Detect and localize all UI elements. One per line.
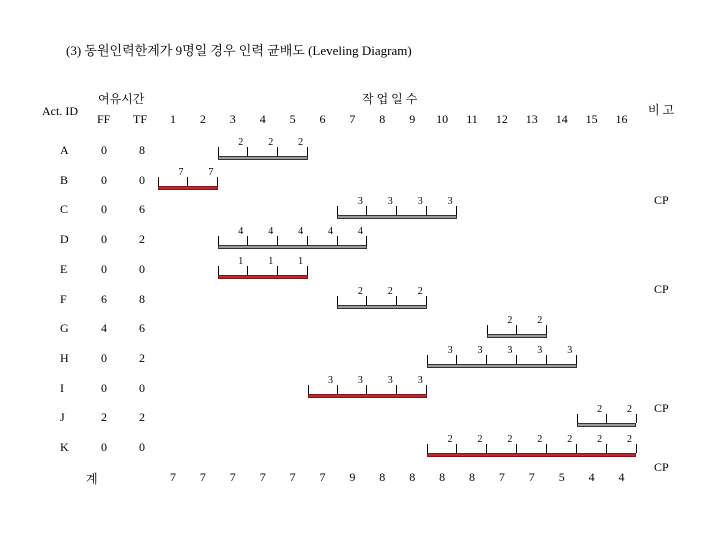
resource-label: 2 bbox=[447, 434, 453, 445]
day-divider-tick bbox=[516, 444, 517, 453]
day-divider-tick bbox=[247, 147, 248, 156]
day-divider-tick bbox=[636, 414, 637, 423]
day-divider-tick bbox=[337, 385, 338, 394]
day-header-12: 12 bbox=[495, 112, 508, 126]
day-divider-tick bbox=[546, 325, 547, 334]
activity-id: B bbox=[60, 172, 69, 187]
critical-activity-bar bbox=[308, 394, 428, 398]
resource-label: 2 bbox=[238, 137, 244, 148]
day-divider-tick bbox=[307, 236, 308, 245]
day-divider-tick bbox=[217, 177, 218, 186]
day-divider-tick bbox=[426, 206, 427, 215]
ff-value: 2 bbox=[101, 410, 107, 425]
resource-label: 2 bbox=[627, 434, 632, 445]
resource-label: 7 bbox=[178, 166, 184, 178]
day-header-9: 9 bbox=[409, 112, 416, 126]
daily-total: 8 bbox=[409, 470, 416, 484]
resource-label: 7 bbox=[208, 166, 214, 178]
day-divider-tick bbox=[218, 147, 219, 156]
day-divider-tick bbox=[427, 444, 428, 453]
day-divider-tick bbox=[486, 355, 487, 364]
tf-value: 0 bbox=[139, 440, 145, 454]
day-header-4: 4 bbox=[259, 112, 266, 126]
resource-label: 2 bbox=[477, 434, 483, 445]
day-divider-tick bbox=[247, 266, 248, 275]
day-divider-tick bbox=[158, 177, 159, 186]
day-header-7: 7 bbox=[349, 112, 356, 126]
day-divider-tick bbox=[366, 236, 367, 245]
activity-id: E bbox=[60, 261, 68, 276]
activity-bar bbox=[427, 364, 577, 368]
resource-label: 3 bbox=[537, 344, 543, 356]
day-divider-tick bbox=[396, 206, 397, 215]
ff-value: 0 bbox=[101, 350, 107, 365]
resource-label: 2 bbox=[627, 404, 632, 416]
activity-bar bbox=[577, 423, 637, 427]
daily-total: 7 bbox=[199, 470, 206, 484]
resource-label: 3 bbox=[328, 374, 333, 386]
tf-value: 8 bbox=[139, 143, 145, 157]
day-divider-tick bbox=[546, 444, 547, 453]
resource-label: 2 bbox=[507, 315, 513, 327]
resource-label: 2 bbox=[298, 137, 304, 148]
resource-label: 3 bbox=[507, 344, 513, 356]
day-divider-tick bbox=[396, 385, 397, 394]
resource-label: 4 bbox=[328, 226, 333, 238]
day-header-15: 15 bbox=[585, 112, 598, 126]
ff-value: 0 bbox=[101, 440, 107, 454]
resource-label: 2 bbox=[597, 434, 603, 445]
activity-id: I bbox=[60, 380, 64, 395]
day-header-1: 1 bbox=[170, 112, 176, 126]
header-days-group: 작 업 일 수 bbox=[362, 92, 418, 106]
activity-bar bbox=[218, 156, 308, 160]
ff-value: 6 bbox=[101, 291, 107, 306]
day-divider-tick bbox=[456, 444, 457, 453]
daily-total: 7 bbox=[289, 470, 296, 484]
resource-label: 2 bbox=[268, 137, 274, 148]
day-divider-tick bbox=[516, 325, 517, 334]
ff-value: 0 bbox=[101, 172, 107, 187]
day-divider-tick bbox=[606, 414, 607, 423]
resource-label: 3 bbox=[447, 196, 453, 208]
day-divider-tick bbox=[456, 206, 457, 215]
resource-label: 3 bbox=[447, 344, 453, 356]
tf-value: 6 bbox=[139, 321, 145, 336]
daily-total: 4 bbox=[588, 470, 595, 484]
critical-activity-bar bbox=[158, 186, 218, 190]
tf-value: 2 bbox=[139, 410, 145, 425]
ff-value: 0 bbox=[101, 143, 107, 157]
daily-total: 8 bbox=[439, 470, 446, 484]
critical-activity-bar bbox=[427, 453, 636, 457]
resource-label: 1 bbox=[298, 255, 304, 267]
day-divider-tick bbox=[426, 385, 427, 394]
critical-path-remark: CP bbox=[654, 281, 669, 296]
resource-label: 4 bbox=[268, 226, 274, 238]
ff-value: 0 bbox=[101, 380, 107, 395]
resource-label: 3 bbox=[357, 374, 363, 386]
resource-label: 2 bbox=[417, 285, 423, 297]
day-divider-tick bbox=[486, 444, 487, 453]
day-header-5: 5 bbox=[289, 112, 296, 126]
day-divider-tick bbox=[636, 444, 637, 453]
activity-id: G bbox=[60, 321, 69, 336]
activity-id: F bbox=[60, 291, 67, 306]
day-divider-tick bbox=[396, 296, 397, 305]
tf-value: 0 bbox=[139, 380, 145, 395]
day-divider-tick bbox=[218, 266, 219, 275]
day-divider-tick bbox=[187, 177, 188, 186]
daily-total: 7 bbox=[319, 470, 326, 484]
resource-label: 2 bbox=[537, 315, 543, 327]
day-divider-tick bbox=[337, 236, 338, 245]
activity-bar bbox=[337, 215, 457, 219]
activity-id: A bbox=[60, 143, 69, 157]
resource-label: 4 bbox=[357, 226, 363, 238]
day-divider-tick bbox=[426, 296, 427, 305]
daily-total: 9 bbox=[349, 470, 356, 484]
critical-path-remark: CP bbox=[654, 400, 669, 415]
resource-label: 2 bbox=[567, 434, 573, 445]
resource-label: 2 bbox=[357, 285, 363, 297]
day-header-6: 6 bbox=[319, 112, 326, 126]
day-divider-tick bbox=[456, 355, 457, 364]
resource-label: 4 bbox=[238, 226, 244, 238]
resource-label: 3 bbox=[387, 374, 393, 386]
header-act-id: Act. ID bbox=[42, 104, 78, 118]
daily-total: 5 bbox=[558, 470, 565, 484]
activity-bar bbox=[337, 305, 427, 309]
resource-label: 3 bbox=[477, 344, 483, 356]
day-divider-tick bbox=[366, 206, 367, 215]
tf-value: 2 bbox=[139, 350, 145, 365]
day-divider-tick bbox=[337, 206, 338, 215]
daily-total: 7 bbox=[259, 470, 266, 484]
daily-total: 8 bbox=[469, 470, 475, 484]
daily-total: 7 bbox=[229, 470, 236, 484]
day-header-11: 11 bbox=[466, 112, 478, 126]
day-divider-tick bbox=[487, 325, 488, 334]
day-divider-tick bbox=[576, 355, 577, 364]
resource-label: 3 bbox=[357, 196, 363, 208]
day-divider-tick bbox=[427, 355, 428, 364]
ff-value: 0 bbox=[101, 202, 107, 217]
ff-value: 4 bbox=[101, 321, 107, 336]
daily-total: 8 bbox=[379, 470, 386, 484]
day-header-14: 14 bbox=[555, 112, 568, 126]
activity-id: C bbox=[60, 202, 69, 217]
resource-label: 3 bbox=[417, 196, 423, 208]
daily-total: 4 bbox=[618, 470, 625, 484]
activity-id: J bbox=[60, 410, 65, 425]
day-header-13: 13 bbox=[525, 112, 538, 126]
day-divider-tick bbox=[277, 147, 278, 156]
diagram-title: (3) 동원인력한계가 9명일 경우 인력 균배도 (Leveling Diagram) bbox=[66, 43, 412, 58]
total-label: 계 bbox=[86, 472, 98, 486]
critical-path-remark: CP bbox=[654, 192, 669, 207]
day-divider-tick bbox=[576, 444, 577, 453]
daily-total: 7 bbox=[528, 470, 535, 484]
activity-bar bbox=[218, 245, 368, 249]
header-float-group: 여유시간 bbox=[98, 92, 145, 106]
day-divider-tick bbox=[247, 236, 248, 245]
resource-label: 3 bbox=[387, 196, 393, 208]
ff-value: 0 bbox=[101, 261, 107, 276]
resource-label: 2 bbox=[597, 404, 603, 416]
day-divider-tick bbox=[546, 355, 547, 364]
day-divider-tick bbox=[307, 266, 308, 275]
day-divider-tick bbox=[606, 444, 607, 453]
day-divider-tick bbox=[366, 296, 367, 305]
resource-label: 4 bbox=[298, 226, 304, 238]
day-header-2: 2 bbox=[199, 112, 206, 126]
critical-path-remark: CP bbox=[654, 460, 669, 474]
resource-label: 3 bbox=[567, 344, 573, 356]
daily-total: 7 bbox=[498, 470, 505, 484]
day-divider-tick bbox=[218, 236, 219, 245]
critical-activity-bar bbox=[218, 275, 308, 279]
day-divider-tick bbox=[277, 236, 278, 245]
resource-label: 1 bbox=[238, 255, 244, 267]
day-divider-tick bbox=[337, 296, 338, 305]
resource-label: 2 bbox=[507, 434, 513, 445]
day-divider-tick bbox=[577, 414, 578, 423]
header-remarks: 비 고 bbox=[648, 103, 675, 117]
ff-value: 0 bbox=[101, 232, 107, 247]
day-divider-tick bbox=[277, 266, 278, 275]
activity-id: H bbox=[60, 350, 69, 365]
daily-total: 7 bbox=[170, 470, 176, 484]
day-divider-tick bbox=[308, 385, 309, 394]
resource-label: 1 bbox=[268, 255, 274, 267]
resource-label: 2 bbox=[387, 285, 393, 297]
day-header-16: 16 bbox=[615, 112, 628, 126]
tf-value: 2 bbox=[139, 232, 145, 247]
tf-value: 0 bbox=[139, 261, 145, 276]
resource-label: 3 bbox=[417, 374, 423, 386]
activity-id: K bbox=[60, 440, 69, 454]
header-ff: FF bbox=[97, 112, 111, 126]
day-divider-tick bbox=[307, 147, 308, 156]
day-header-8: 8 bbox=[379, 112, 386, 126]
tf-value: 8 bbox=[139, 291, 145, 306]
day-divider-tick bbox=[516, 355, 517, 364]
resource-label: 2 bbox=[537, 434, 543, 445]
activity-bar bbox=[487, 334, 547, 338]
header-tf: TF bbox=[133, 112, 148, 126]
day-header-3: 3 bbox=[229, 112, 236, 126]
day-divider-tick bbox=[366, 385, 367, 394]
day-header-10: 10 bbox=[436, 112, 449, 126]
tf-value: 6 bbox=[139, 202, 145, 217]
activity-id: D bbox=[60, 232, 69, 247]
tf-value: 0 bbox=[139, 172, 145, 187]
